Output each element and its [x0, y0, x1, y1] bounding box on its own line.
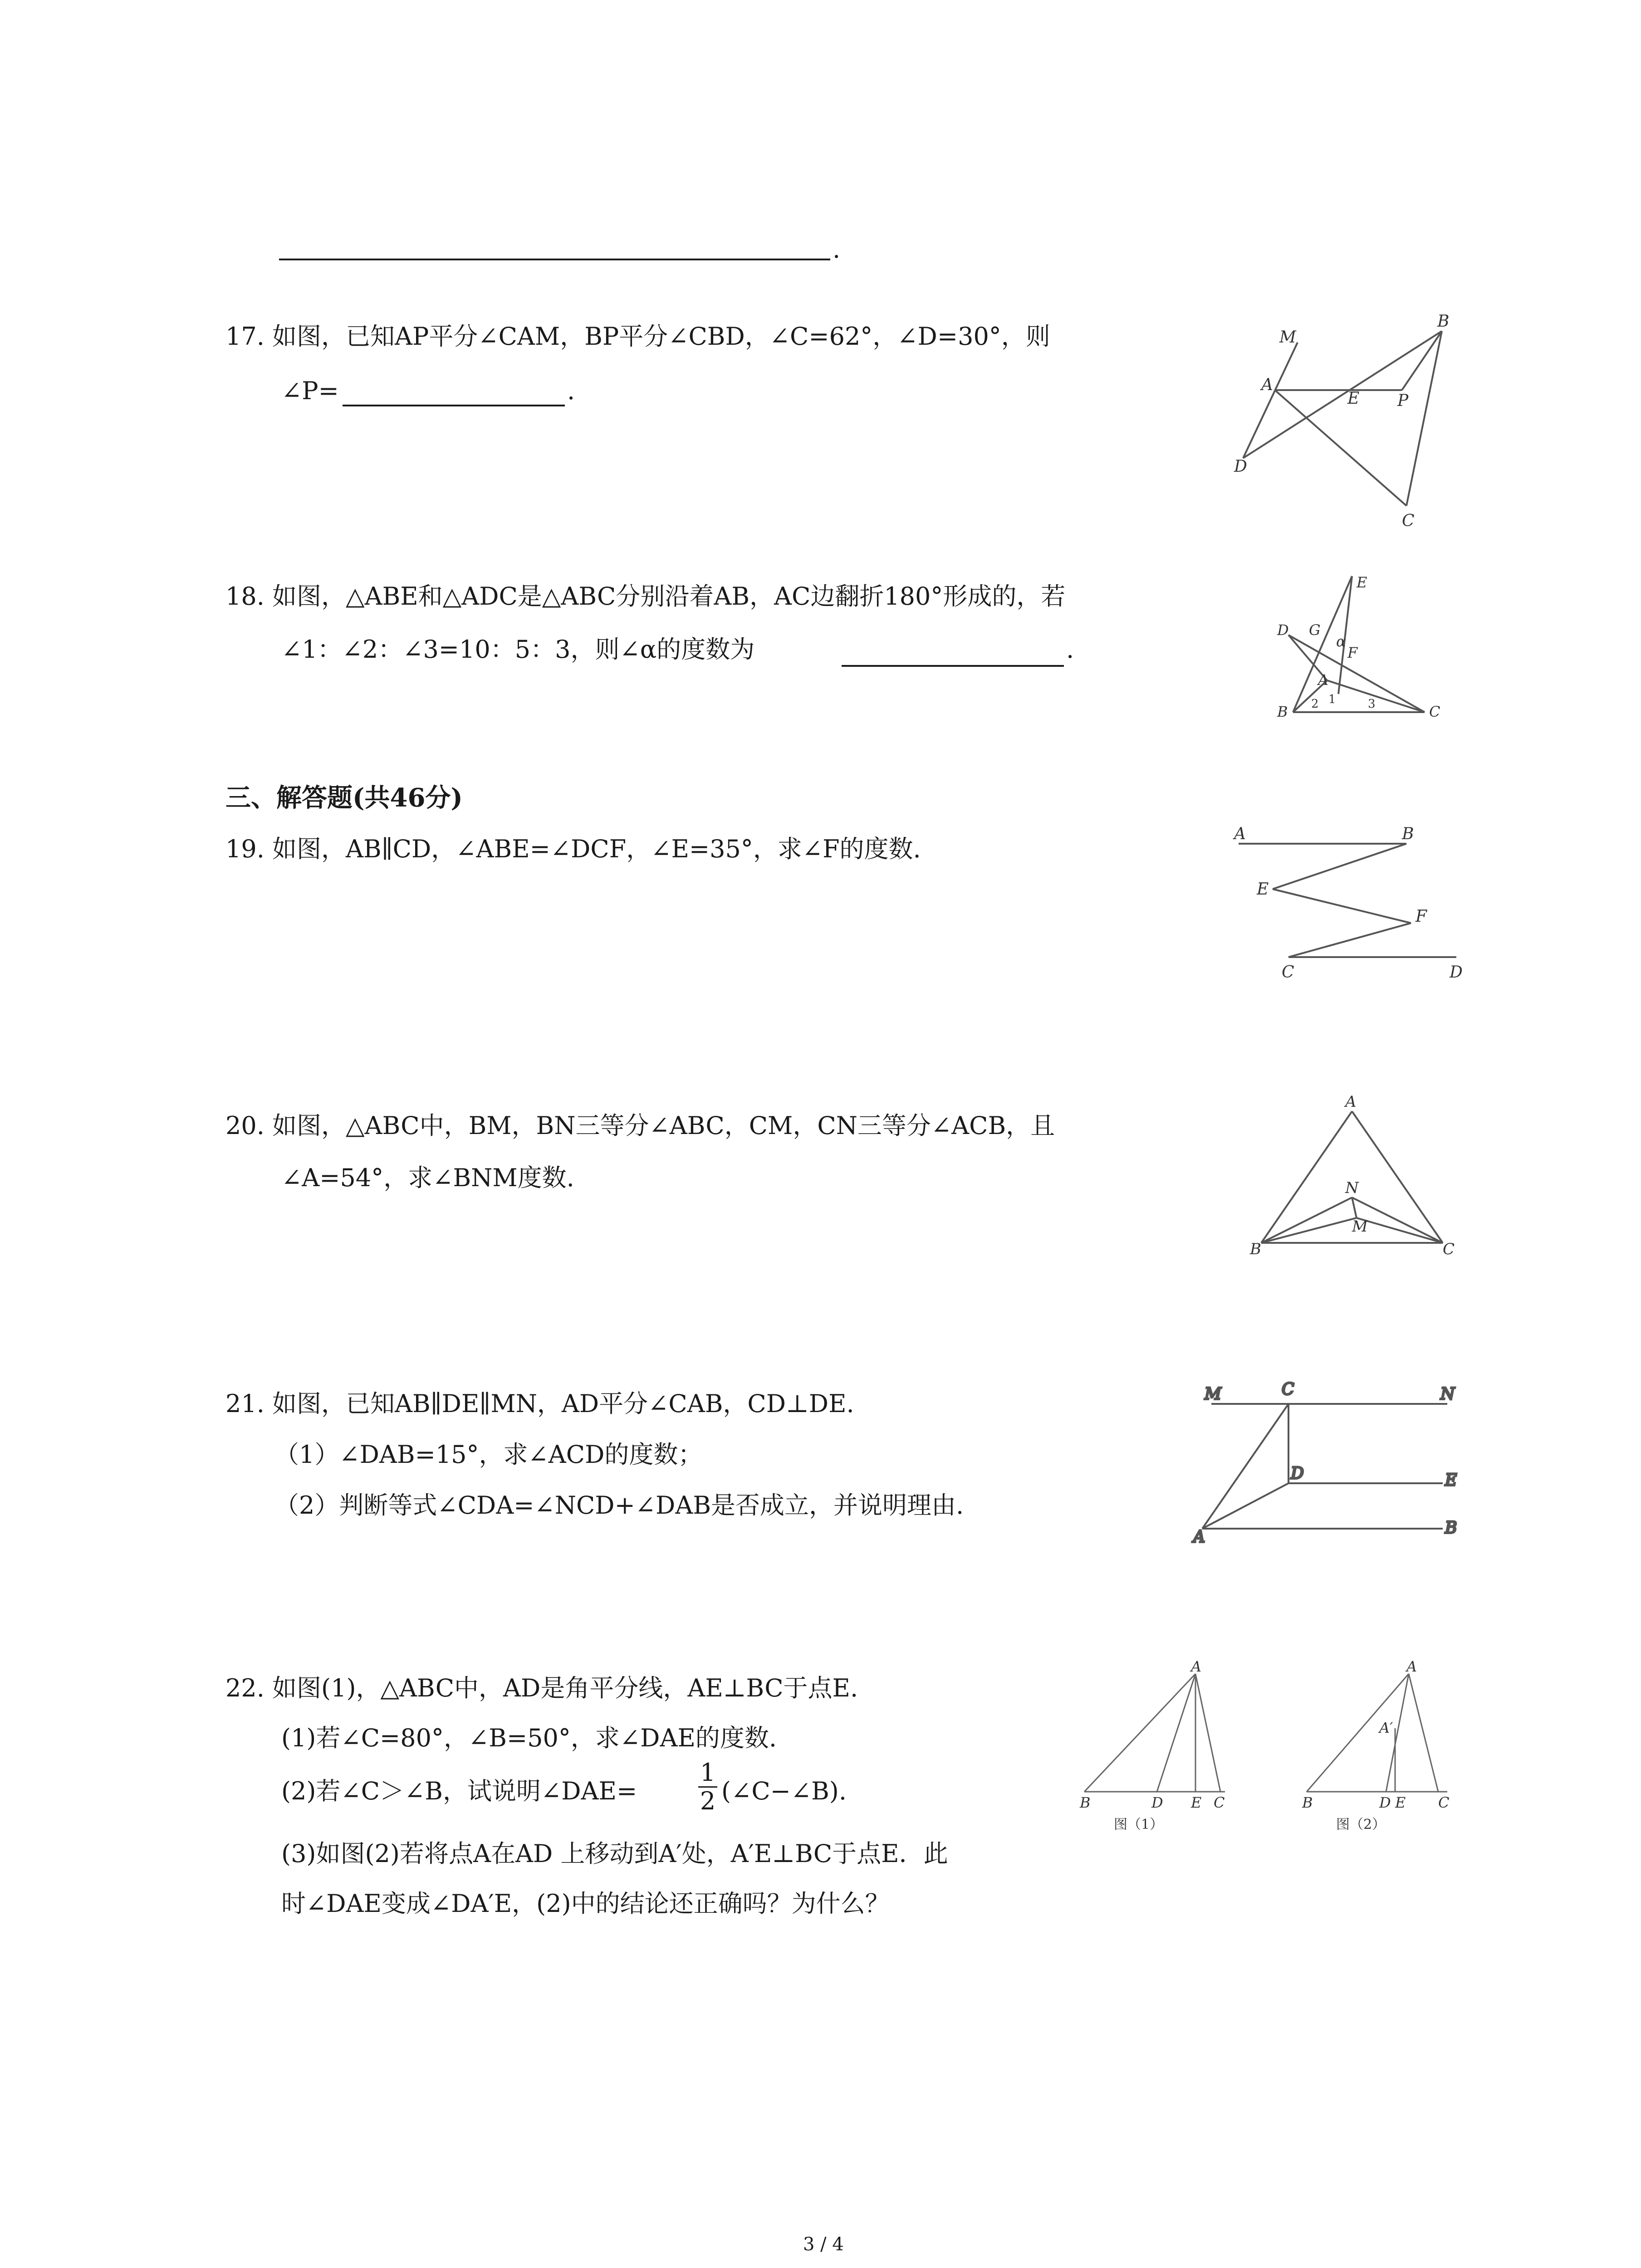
fig18-label-G: G	[1309, 621, 1321, 639]
q20-line1: 20. 如图，△ABC中，BM，BN三等分∠ABC，CM，CN三等分∠ACB，且	[225, 1111, 1055, 1140]
answer-blank	[279, 259, 830, 260]
fig18-angle-1: 1	[1328, 693, 1336, 706]
fig20-label-M: M	[1352, 1217, 1368, 1236]
q19-line1: 19. 如图，AB∥CD，∠ABE=∠DCF，∠E=35°，求∠F的度数.	[225, 835, 921, 863]
q22-line2: (1)若∠C=80°，∠B=50°，求∠DAE的度数.	[281, 1724, 777, 1752]
fig17-label-A: A	[1261, 376, 1273, 394]
fig18-label-D: D	[1277, 621, 1289, 639]
q22-line4: (3)如图(2)若将点A在AD 上移动到A′处，A′E⊥BC于点E．此	[281, 1839, 948, 1868]
fig19-label-E: E	[1257, 880, 1269, 899]
fig19-label-D: D	[1450, 963, 1463, 982]
fig17-label-M: M	[1279, 328, 1296, 347]
q20-line2: ∠A=54°，求∠BNM度数.	[281, 1163, 574, 1192]
q22-figure-2	[1298, 1660, 1456, 1843]
fig17-label-P: P	[1397, 391, 1409, 410]
q18-line1: 18. 如图，△ABE和△ADC是△ABC分别沿着AB，AC边翻折180°形成的，若	[225, 582, 1066, 611]
q22-line3-pre: (2)若∠C＞∠B，试说明∠DAE=	[281, 1777, 637, 1805]
fig20-label-N: N	[1345, 1179, 1359, 1197]
fig22a-label-E: E	[1191, 1794, 1202, 1811]
section-title: 三、解答题(共46分)	[225, 783, 463, 813]
q19-figure	[1225, 821, 1461, 991]
q22-figure-1	[1075, 1660, 1234, 1843]
fig19-label-A: A	[1234, 825, 1246, 843]
fig22b-label-C: C	[1438, 1794, 1450, 1811]
fig17-label-C: C	[1402, 512, 1415, 530]
fig21-label-M: M	[1205, 1385, 1221, 1403]
q17-figure	[1220, 308, 1465, 528]
fig17-label-B: B	[1437, 312, 1450, 331]
fig18-label-F: F	[1347, 644, 1358, 661]
fig22a-caption: 图（1）	[1114, 1817, 1164, 1833]
fig18-label-C: C	[1429, 703, 1440, 720]
q21-line3: （2）判断等式∠CDA=∠NCD+∠DAB是否成立，并说明理由.	[274, 1491, 964, 1520]
q20-figure	[1243, 1093, 1461, 1263]
q18-figure	[1275, 572, 1456, 728]
fig17-label-E: E	[1347, 389, 1360, 408]
blank-period: .	[833, 235, 841, 264]
fig18-label-B: B	[1277, 703, 1288, 720]
fig18-label-E: E	[1357, 574, 1367, 591]
fig21-label-C: C	[1282, 1380, 1294, 1399]
q22-fraction-denominator: 2	[700, 1787, 716, 1815]
fig18-label-alpha: α	[1336, 633, 1346, 650]
q22-line3-post: (∠C−∠B).	[721, 1777, 847, 1805]
fig22b-caption: 图（2）	[1336, 1817, 1386, 1833]
fig22b-label-A: A	[1406, 1658, 1417, 1675]
page-number: 3 / 4	[803, 2234, 844, 2255]
fig22a-label-D: D	[1151, 1794, 1163, 1811]
fig19-label-B: B	[1402, 825, 1414, 843]
q21-figure	[1193, 1374, 1465, 1549]
fig22a-label-A: A	[1191, 1658, 1202, 1675]
q17-line2-post: .	[567, 376, 575, 405]
fig18-angle-3: 3	[1368, 697, 1376, 711]
fig20-label-B: B	[1250, 1240, 1261, 1258]
q22-fraction-numerator: 1	[700, 1758, 716, 1787]
fig22a-label-C: C	[1214, 1794, 1225, 1811]
fig20-label-C: C	[1443, 1240, 1455, 1258]
q18-line2-post: .	[1066, 635, 1074, 664]
q22-line5: 时∠DAE变成∠DA′E，(2)中的结论还正确吗？为什么？	[281, 1889, 890, 1918]
q17-line1: 17. 如图，已知AP平分∠CAM，BP平分∠CBD，∠C=62°，∠D=30°，则	[225, 322, 1050, 351]
q18-answer-blank	[842, 665, 1064, 667]
fig22b-label-D: D	[1379, 1794, 1391, 1811]
fig18-label-A: A	[1318, 671, 1329, 689]
q22-line1: 22. 如图(1)，△ABC中，AD是角平分线，AE⊥BC于点E.	[225, 1674, 858, 1702]
fig21-label-N: N	[1440, 1385, 1455, 1403]
fig19-label-C: C	[1282, 963, 1294, 982]
q21-line2: （1）∠DAB=15°，求∠ACD的度数；	[274, 1440, 703, 1469]
fig21-label-A: A	[1193, 1528, 1205, 1546]
q17-answer-blank	[343, 405, 565, 406]
fig20-label-A: A	[1345, 1093, 1357, 1111]
q21-line1: 21. 如图，已知AB∥DE∥MN，AD平分∠CAB，CD⊥DE.	[225, 1389, 854, 1418]
fig19-label-F: F	[1416, 907, 1427, 926]
fig21-label-B: B	[1445, 1519, 1457, 1537]
fig18-angle-2: 2	[1311, 697, 1319, 711]
fig22b-label-B: B	[1302, 1794, 1313, 1811]
fig21-label-E: E	[1445, 1471, 1457, 1490]
fig21-label-D: D	[1291, 1464, 1304, 1483]
q18-line2-pre: ∠1：∠2：∠3=10：5：3，则∠α的度数为	[281, 635, 755, 664]
fig22b-label-E: E	[1395, 1794, 1406, 1811]
q17-line2-pre: ∠P=	[281, 376, 339, 405]
q22-fraction	[696, 1760, 719, 1814]
fig22a-label-B: B	[1080, 1794, 1091, 1811]
fig22b-label-Ap: A′	[1379, 1719, 1393, 1736]
fig17-label-D: D	[1234, 457, 1247, 476]
